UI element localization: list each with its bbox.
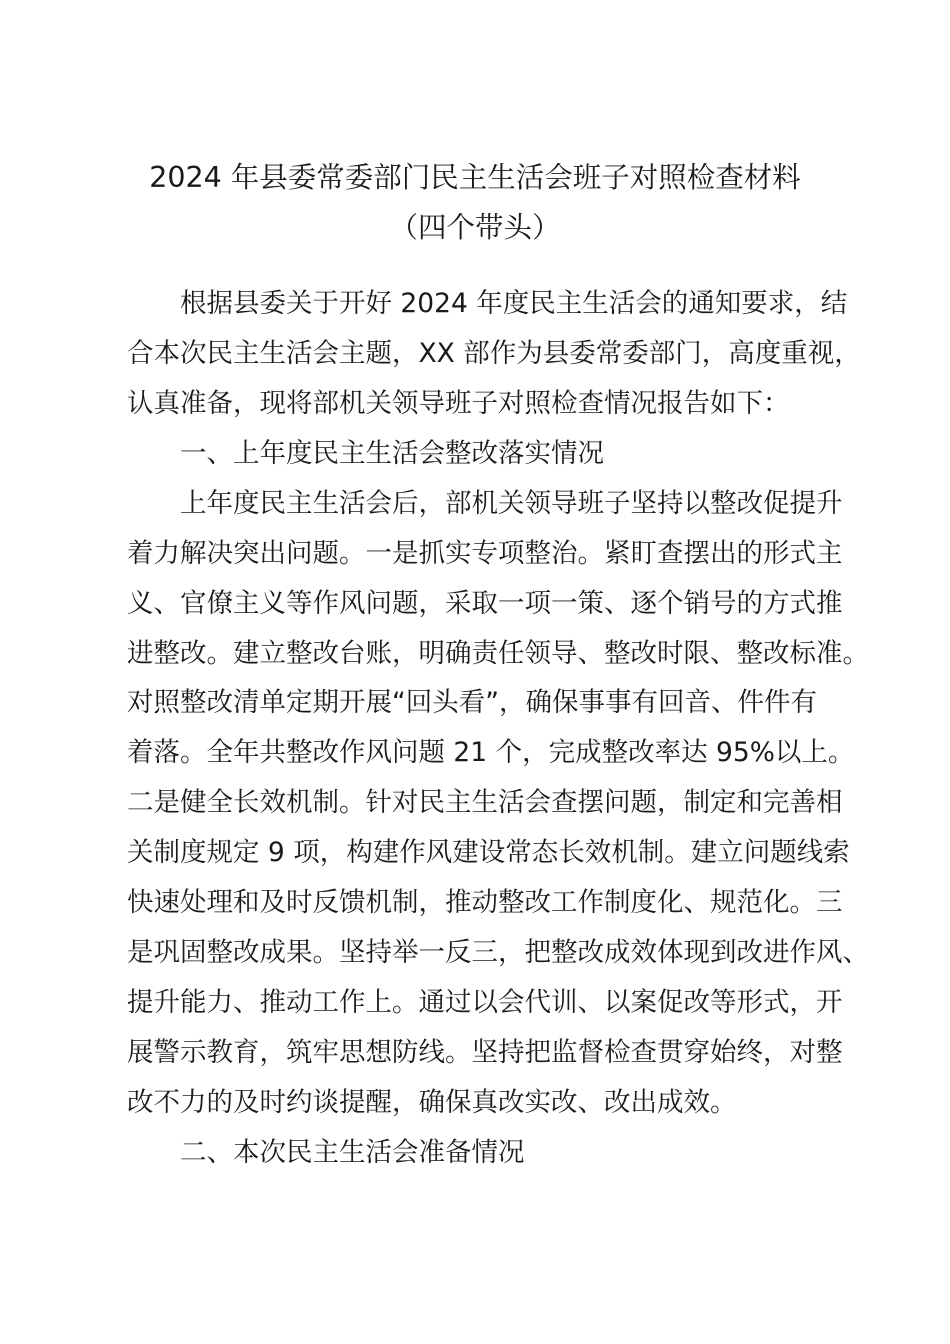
- paragraph-body-line: 对照整改清单定期开展“回头看”，确保事事有回音、件件有: [127, 687, 817, 718]
- paragraph-body-line: 义、官僚主义等作风问题，采取一项一策、逐个销号的方式推: [127, 588, 843, 619]
- document-title: 2024 年县委常委部门民主生活会班子对照检查材料: [149, 161, 801, 194]
- document-subtitle: （四个带头）: [389, 211, 561, 244]
- paragraph-intro-line: 合本次民主生活会主题，XX 部作为县委常委部门，高度重视，: [127, 338, 861, 369]
- paragraph-body-line: 着落。全年共整改作风问题 21 个，完成整改率达 95%以上。: [127, 737, 855, 768]
- paragraph-body-line: 改不力的及时约谈提醒，确保真改实改、改出成效。: [127, 1087, 737, 1118]
- paragraph-intro-line: 根据县委关于开好 2024 年度民主生活会的通知要求，结: [180, 288, 848, 319]
- paragraph-body-line: 进整改。建立整改台账，明确责任领导、整改时限、整改标准。: [127, 638, 869, 669]
- paragraph-body-line: 上年度民主生活会后，部机关领导班子坚持以整改促提升: [180, 488, 843, 519]
- section-heading-1: 一、上年度民主生活会整改落实情况: [180, 438, 604, 469]
- paragraph-body-line: 快速处理和及时反馈机制，推动整改工作制度化、规范化。三: [127, 887, 843, 918]
- paragraph-body-line: 二是健全长效机制。针对民主生活会查摆问题，制定和完善相: [127, 787, 843, 818]
- paragraph-body-line: 提升能力、推动工作上。通过以会代训、以案促改等形式，开: [127, 987, 843, 1018]
- paragraph-body-line: 关制度规定 9 项，构建作风建设常态长效机制。建立问题线索: [127, 837, 850, 868]
- paragraph-body-line: 着力解决突出问题。一是抓实专项整治。紧盯查摆出的形式主: [127, 538, 843, 569]
- paragraph-intro-line: 认真准备，现将部机关领导班子对照检查情况报告如下：: [127, 388, 790, 419]
- paragraph-body-line: 展警示教育，筑牢思想防线。坚持把监督检查贯穿始终，对整: [127, 1037, 843, 1068]
- paragraph-body-line: 是巩固整改成果。坚持举一反三，把整改成效体现到改进作风、: [127, 937, 869, 968]
- section-heading-2: 二、本次民主生活会准备情况: [180, 1137, 525, 1168]
